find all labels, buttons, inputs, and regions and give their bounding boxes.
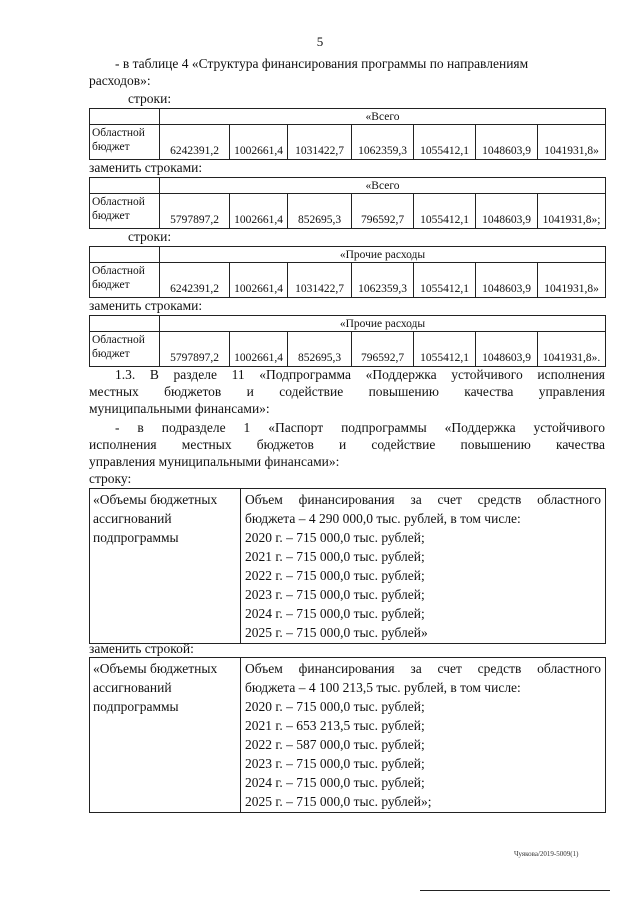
table-cell: 1041931,8»; <box>538 194 606 229</box>
year-line: 2025 г. – 715 000,0 тыс. рублей»; <box>245 794 432 809</box>
table-header: «Всего <box>160 178 606 194</box>
year-line: 2020 г. – 715 000,0 тыс. рублей; <box>245 699 425 714</box>
year-line: 2023 г. – 715 000,0 тыс. рублей; <box>245 756 425 771</box>
year-line: 2023 г. – 715 000,0 тыс. рублей; <box>245 587 425 602</box>
intro-line-2: расходов»: <box>89 73 151 88</box>
year-line: 2022 г. – 715 000,0 тыс. рублей; <box>245 568 425 583</box>
bottom-rule <box>420 890 610 891</box>
replace-rows-caption-2: заменить строками: <box>89 298 203 313</box>
table-cell: 6242391,2 <box>160 263 230 298</box>
table-cell: 1055412,1 <box>414 263 476 298</box>
table-cell: 1062359,3 <box>352 263 414 298</box>
row-label: Областной бюджет <box>90 263 160 298</box>
budget-text: Объем финансирования за счет средств областного бюджета – 4 290 000,0 тыс. рублей, в том числе: 2020 г. – 715 000,0 тыс. рублей; 2021 г. – 715 000,0 тыс. рублей; 2022 г. – 715 000,0 тыс. рублей; 2023 г. – 715 000,0 тыс. рублей; 2024 г. – 715 000,0 тыс. рублей; 2025 г. – 715 000,0 тыс. рублей» <box>241 489 606 644</box>
budget-text: Объем финансирования за счет средств областного бюджета – 4 100 213,5 тыс. рублей, в том числе: 2020 г. – 715 000,0 тыс. рублей; 2021 г. – 653 213,5 тыс. рублей; 2022 г. – 587 000,0 тыс. рублей; 2023 г. – 715 000,0 тыс. рублей; 2024 г. – 715 000,0 тыс. рублей; 2025 г. – 715 000,0 тыс. рублей»; <box>241 658 606 813</box>
table-header: «Всего <box>160 109 606 125</box>
table-cell: 1048603,9 <box>476 332 538 367</box>
table-cell: 1055412,1 <box>414 194 476 229</box>
table-cell: 1055412,1 <box>414 332 476 367</box>
budget-table-1 <box>89 488 606 644</box>
row-label: Областной бюджет <box>90 332 160 367</box>
rows-caption-2: строки: <box>128 229 172 244</box>
row-label: Областной бюджет <box>90 194 160 229</box>
table-header: «Прочие расходы <box>160 247 606 263</box>
table-cell: 1002661,4 <box>230 125 288 160</box>
budget-label: «Объемы бюджетных ассигнований подпрограммы <box>90 658 241 813</box>
table-cell: 852695,3 <box>288 332 352 367</box>
table-cell: 5797897,2 <box>160 194 230 229</box>
year-line: 2020 г. – 715 000,0 тыс. рублей; <box>245 530 425 545</box>
table-cell: 796592,7 <box>352 332 414 367</box>
table-cell: 1048603,9 <box>476 194 538 229</box>
rows-caption-1: строки: <box>128 91 172 106</box>
replace-rows-caption-1: заменить строками: <box>89 160 203 175</box>
table-header: «Прочие расходы <box>160 316 606 332</box>
year-line: 2021 г. – 715 000,0 тыс. рублей; <box>245 549 425 564</box>
row-label: Областной бюджет <box>90 125 160 160</box>
year-line: 2021 г. – 653 213,5 тыс. рублей; <box>245 718 425 733</box>
table-cell: 1055412,1 <box>414 125 476 160</box>
structure-table-4 <box>89 315 606 367</box>
table-cell: 1031422,7 <box>288 263 352 298</box>
table-cell: 1062359,3 <box>352 125 414 160</box>
year-line: 2022 г. – 587 000,0 тыс. рублей; <box>245 737 425 752</box>
row-caption: строку: <box>89 471 132 486</box>
table-cell: 1002661,4 <box>230 263 288 298</box>
footer-code: Чуякова/2019-5009(1) <box>514 850 579 858</box>
page-number: 5 <box>316 34 324 49</box>
year-line: 2025 г. – 715 000,0 тыс. рублей» <box>245 625 428 640</box>
table-cell: 796592,7 <box>352 194 414 229</box>
table-cell: 1048603,9 <box>476 125 538 160</box>
year-line: 2024 г. – 715 000,0 тыс. рублей; <box>245 606 425 621</box>
table-cell: 1031422,7 <box>288 125 352 160</box>
structure-table-3 <box>89 246 606 298</box>
table-cell: 1041931,8» <box>538 125 606 160</box>
table-cell: 1041931,8». <box>538 332 606 367</box>
structure-table-2 <box>89 177 606 229</box>
replace-row-caption: заменить строкой: <box>89 641 194 656</box>
table-cell: 1002661,4 <box>230 194 288 229</box>
table-cell: 1041931,8» <box>538 263 606 298</box>
budget-label: «Объемы бюджетных ассигнований подпрограммы <box>90 489 241 644</box>
table-cell: 5797897,2 <box>160 332 230 367</box>
subsection-1-paragraph: - в подразделе 1 «Паспорт подпрограммы «Поддержка устойчивого исполнения местных бюджетов и содействие повышению качества управления муниципальными финансами»: <box>89 420 605 469</box>
table-cell: 1048603,9 <box>476 263 538 298</box>
budget-table-2 <box>89 657 606 813</box>
table-cell: 852695,3 <box>288 194 352 229</box>
intro-line-1: - в таблице 4 «Структура финансирования программы по направлениям <box>115 56 529 71</box>
year-line: 2024 г. – 715 000,0 тыс. рублей; <box>245 775 425 790</box>
table-cell: 1002661,4 <box>230 332 288 367</box>
table-cell: 6242391,2 <box>160 125 230 160</box>
section-1-3-paragraph: 1.3. В разделе 11 «Подпрограмма «Поддержка устойчивого исполнения местных бюджетов и содействие повышению качества управления муниципальными финансами»: <box>89 367 605 416</box>
structure-table-1 <box>89 108 606 160</box>
